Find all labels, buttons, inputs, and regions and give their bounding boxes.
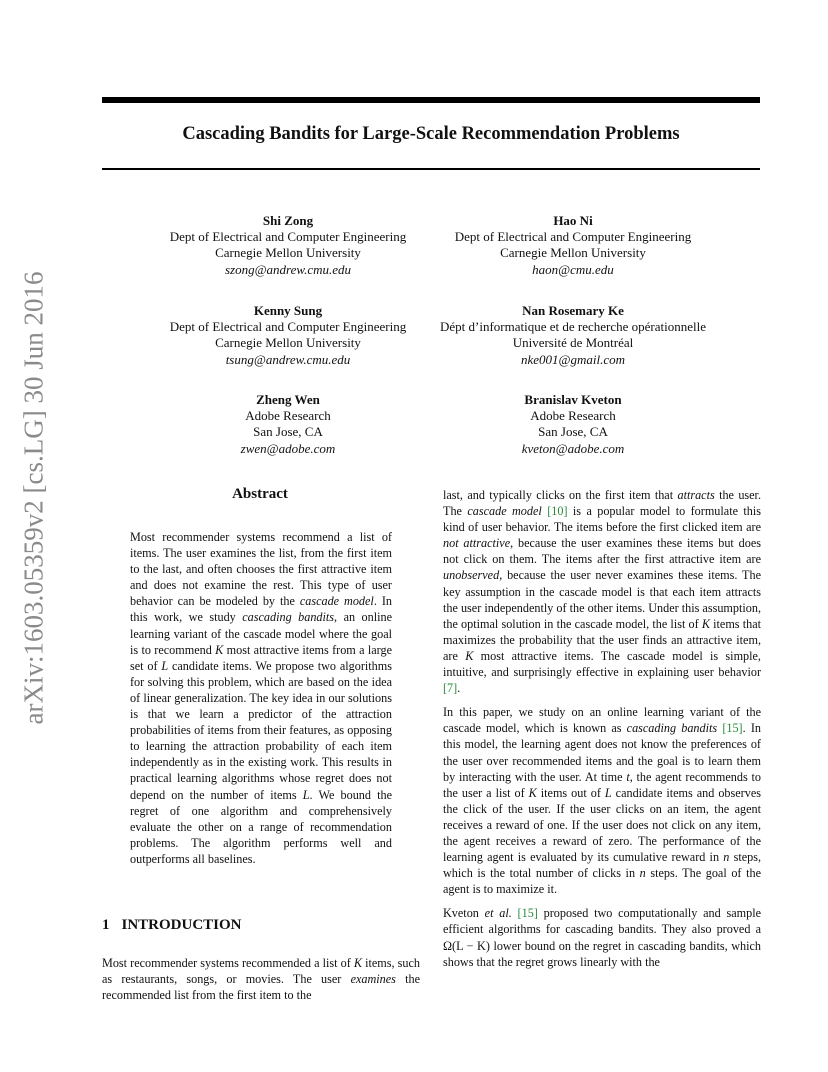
body-text: candidate items and observes the click of the user. If the user clicks on an item, the agent receives a reward of one. If the user does not click on any item, the agent receives a reward of zero. The performance of the learning agent is evaluated by its cumulative reward in	[443, 785, 761, 865]
body-text: , because the user examines these items but does not click on them. The items after the first attractive item are	[443, 536, 761, 567]
author-name: Shi Zong	[262, 213, 314, 228]
author-name: Hao Ni	[553, 213, 593, 228]
author-affiliation: Dépt d’informatique et de recherche opérationnelle	[439, 319, 706, 335]
body-text: steps, which is the total number of clicks in	[443, 850, 761, 881]
body-text: most attractive items. The cascade model is simple, intuitive, and surprisingly effective in explaining user behavior	[443, 648, 761, 680]
section-number: 1	[102, 917, 110, 933]
author-name: Kenny Sung	[253, 303, 323, 318]
body-text: Most recommender systems recommended a list of	[102, 956, 354, 970]
author-block	[423, 303, 723, 368]
abstract-text: candidate items. We propose two algorithms for solving this problem, which are based on the idea of linear generalization. The key idea in our solutions is that we learn a predictor of the attraction probabilities of items from their features, as opposing to learning the attraction probability of each item independently as in the existing work. This results in practical learning algorithms whose regret does not depend on the number of items	[130, 658, 392, 802]
math-symbol: t	[626, 769, 630, 784]
body-text: steps. The goal of the agent is to maximize it.	[443, 866, 761, 897]
author-block	[423, 213, 723, 278]
abstract-emphasis: cascade model	[299, 594, 374, 609]
body-text: the user. The	[443, 488, 761, 519]
math-symbol: K	[701, 616, 710, 631]
body-text: proposed two computationally and sample efficient algorithms for cascading bandits. They also proved a	[443, 906, 762, 937]
body-text: , the agent recommends to the user a list of	[443, 769, 761, 800]
body-emphasis: et al.	[484, 906, 512, 921]
math-symbol: n	[723, 850, 730, 865]
citation-link[interactable]: [7]	[443, 681, 458, 696]
body-text: In this paper, we study on an online learning variant of the cascade model, which is known as	[443, 705, 761, 736]
author-institution: Carnegie Mellon University	[215, 245, 361, 261]
abstract-text: Most recommender systems recommend a list of items. The user examines the list, from the first item to the last, and often chooses the first attractive item and does not examine the rest. This type of user behavior can be modeled by the	[130, 530, 392, 609]
math-expression: Ω(L − K)	[443, 938, 490, 953]
abstract-text: . We bound the regret of one algorithm and comprehensively evaluate the other on a range of recommendation problems. The algorithm performs well and outperforms all baselines.	[130, 787, 392, 866]
author-affiliation: Dept of Electrical and Computer Engineering	[454, 229, 692, 245]
body-emphasis: attracts	[677, 488, 715, 502]
section-heading	[102, 917, 242, 934]
body-emphasis: unobserved	[443, 568, 500, 583]
author-block	[423, 392, 723, 457]
author-block	[138, 392, 438, 457]
section-title: INTRODUCTION	[121, 917, 242, 933]
author-institution: Université de Montréal	[512, 335, 634, 351]
author-institution: Carnegie Mellon University	[500, 245, 646, 261]
author-email: zwen@adobe.com	[240, 440, 336, 456]
body-emphasis: cascade model	[467, 504, 542, 519]
author-block	[138, 303, 438, 368]
paper-title: Cascading Bandits for Large-Scale Recommendation Problems	[182, 124, 680, 144]
body-text: Kveton	[443, 906, 485, 921]
author-affiliation: Adobe Research	[530, 408, 616, 424]
author-institution: San Jose, CA	[253, 424, 323, 440]
math-symbol: L	[302, 787, 310, 802]
author-institution: Carnegie Mellon University	[215, 335, 361, 351]
body-text: . In this model, the learning agent does not know the preferences of the user over recommended items and the goal is to learn them by interacting with the user. At time	[443, 721, 761, 784]
arxiv-stamp	[16, 260, 52, 735]
abstract-body	[130, 529, 392, 867]
arxiv-stamp-text: arXiv:1603.05359v2 [cs.LG] 30 Jun 2016	[18, 271, 49, 724]
body-text: the recommended list from the first item to the	[102, 972, 420, 1003]
author-email: szong@andrew.cmu.edu	[224, 261, 352, 277]
paragraph	[443, 905, 761, 969]
paragraph	[102, 955, 420, 1003]
math-symbol: n	[639, 866, 646, 881]
author-name: Branislav Kveton	[524, 392, 622, 407]
body-emphasis: cascading bandits	[626, 721, 718, 736]
abstract-text: most attractive items from a large set of	[130, 642, 392, 673]
citation-link[interactable]: [10]	[547, 504, 568, 519]
author-name: Zheng Wen	[256, 392, 320, 407]
author-block	[138, 213, 438, 278]
right-column	[443, 487, 761, 970]
math-symbol: L	[604, 785, 612, 800]
author-email: kveton@adobe.com	[521, 440, 625, 456]
math-symbol: K	[215, 642, 224, 657]
author-institution: San Jose, CA	[538, 424, 608, 440]
author-email: haon@cmu.edu	[532, 261, 614, 277]
author-affiliation: Dept of Electrical and Computer Engineering	[169, 229, 407, 245]
citation-link[interactable]: [15]	[722, 721, 743, 736]
author-email: nke001@gmail.com	[520, 351, 626, 367]
math-symbol: K	[528, 785, 537, 800]
title-bottom-rule	[102, 168, 760, 170]
math-symbol: K	[353, 956, 362, 970]
author-name: Nan Rosemary Ke	[522, 303, 624, 318]
body-text: , because the user never examines these items. The key assumption in the cascade model is that each item attracts the user independently of the other items. Under this assumption, the optimal solution in the cascade model, the list of	[443, 568, 761, 631]
math-symbol: K	[465, 648, 474, 663]
body-text: items that maximizes the probability that the user finds an attractive item, are	[443, 616, 761, 663]
body-text: lower bound on the regret in cascading bandits, which shows that the regret grows linearly with the	[443, 938, 762, 969]
abstract-heading: Abstract	[232, 486, 288, 502]
body-emphasis: examines	[350, 972, 396, 987]
author-affiliation: Adobe Research	[245, 408, 331, 424]
paragraph: last, and typically clicks on the first item that attracts the user. The cascade model [10] is a popular model to formulate this kind of user behavior. The items before the first clicked item are not attractive, because the user examines these items but does not click on them. The items after the first attractive item are unobserved, because the user never examines these items. The key assumption in the cascade model is that each item attracts the user independently of the other items. Under this assumption, the optimal solution in the cascade model, the list of K items that maximizes the probability that the user finds an attractive item, are K most attractive items. The cascade model is simple, intuitive, and surprisingly effective in explaining user behavior [7].	[443, 488, 761, 696]
author-affiliation: Dept of Electrical and Computer Engineering	[169, 319, 407, 335]
author-email: tsung@andrew.cmu.edu	[225, 351, 351, 367]
body-text: last, and typically clicks on the first item that	[443, 488, 678, 502]
math-symbol: L	[161, 658, 169, 673]
body-text: items out of	[536, 785, 605, 800]
abstract-emphasis: cascading bandits	[242, 610, 335, 625]
paragraph	[443, 704, 761, 897]
body-text: is a popular model to formulate this kind of user behavior. The items before the first clicked item are	[443, 504, 761, 535]
abstract-text: , an online learning variant of the cascade model where the goal is to recommend	[130, 610, 393, 657]
abstract-text: . In this work, we study	[130, 594, 392, 625]
citation-link[interactable]: [15]	[517, 906, 538, 921]
intro-left-column	[102, 955, 420, 1003]
body-emphasis: not attractive	[443, 536, 511, 551]
body-text: items, such as restaurants, songs, or movies. The user	[102, 956, 420, 987]
top-rule	[102, 97, 760, 103]
